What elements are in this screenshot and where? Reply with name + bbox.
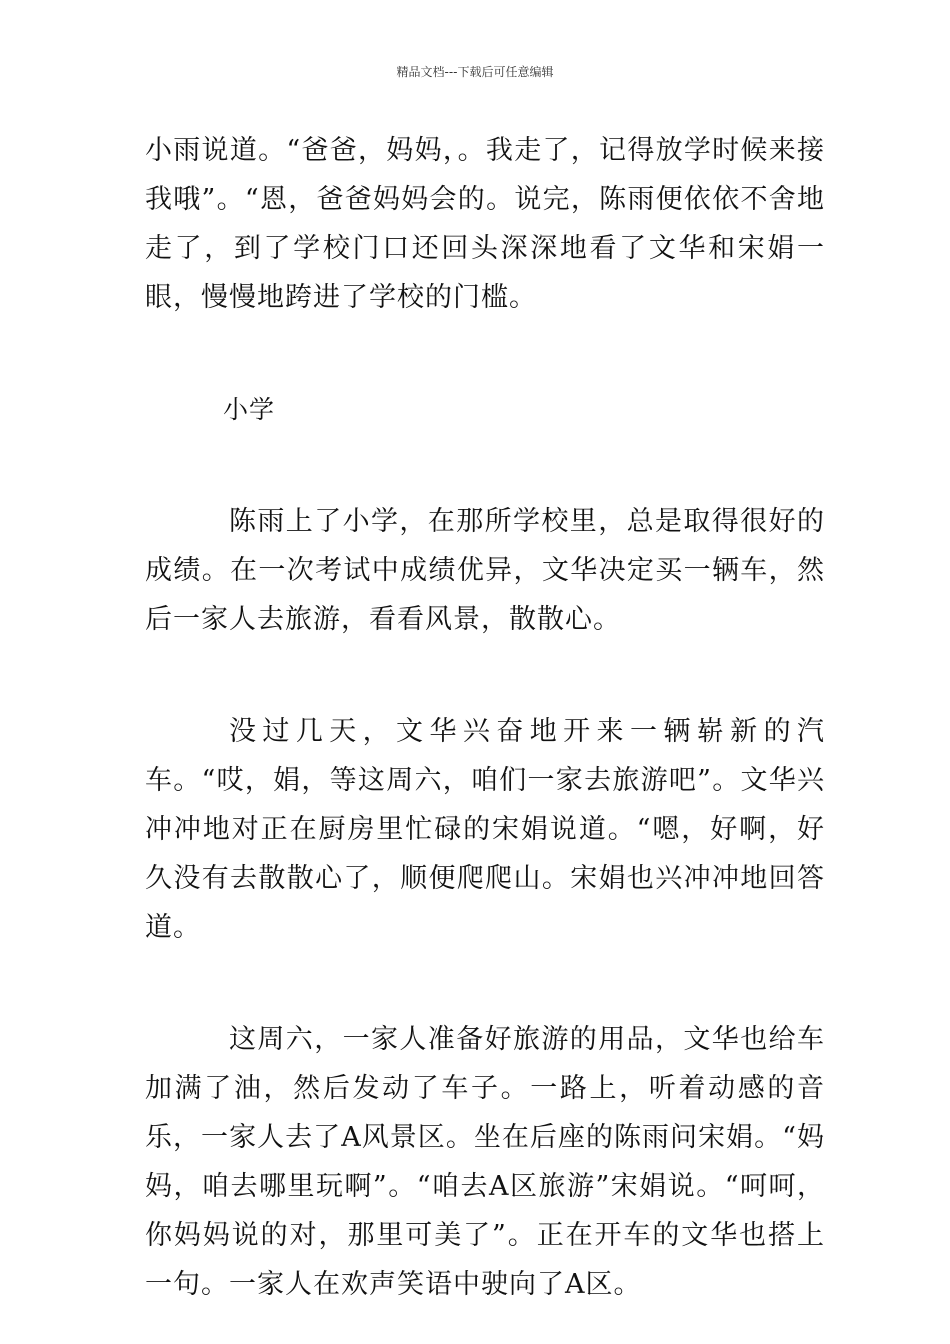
paragraph-4: 这周六，一家人准备好旅游的用品，文华也给车加满了油，然后发动了车子。一路上，听着动感的音乐，一家人去了A风景区。坐在后座的陈雨问宋娟。“妈妈，咱去哪里玩啊”。“咱去A区旅游”宋娟说。“呵呵，你妈妈说的对，那里可美了”。正在开车的文华也搭上一句。一家人在欢声笑语中驶向了A区。: [145, 1024, 825, 1300]
document-body: [145, 126, 825, 1309]
paragraph-1: 小雨说道。“爸爸，妈妈，。我走了，记得放学时候来接我哦”。“恩，爸爸妈妈会的。说完，陈雨便依依不舍地走了，到了学校门口还回头深深地看了文华和宋娟一眼，慢慢地跨进了学校的门槛。: [145, 135, 825, 313]
paragraph-2: 陈雨上了小学，在那所学校里，总是取得很好的成绩。在一次考试中成绩优异，文华决定买一辆车，然后一家人去旅游，看看风景，散散心。: [145, 506, 825, 635]
page-header: 精品文档---下载后可任意编辑: [396, 65, 554, 79]
paragraph-3: 没过几天，文华兴奋地开来一辆崭新的汽车。“哎，娟，等这周六，咱们一家去旅游吧”。文华兴冲冲地对正在厨房里忙碌的宋娟说道。“嗯，好啊，好久没有去散散心了，顺便爬爬山。宋娟也兴冲冲地回答道。: [145, 716, 825, 943]
section-title: 小学: [223, 395, 276, 424]
